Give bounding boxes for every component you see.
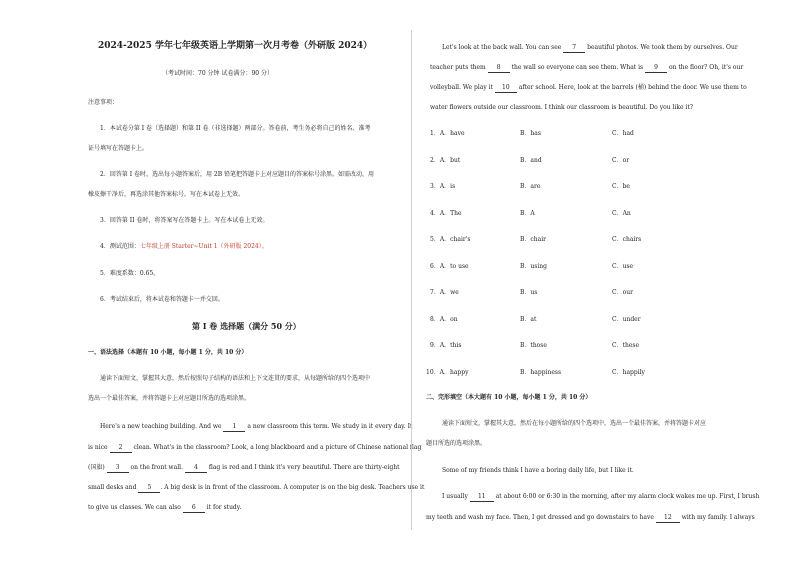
blank-8: 8 <box>488 64 510 73</box>
blank-4: 4 <box>185 464 207 473</box>
option-4a: 4．A．The <box>430 210 462 217</box>
option-7a: 7．A．we <box>430 289 459 296</box>
option-4b: B．A <box>520 210 535 217</box>
blank-7: 7 <box>563 44 585 53</box>
option-3a: 3．A．is <box>430 183 456 190</box>
option-2b: B．and <box>520 157 542 164</box>
option-10a: 10．A．happy <box>426 369 469 376</box>
note-6: 6．考试结束后，将本试卷和答题卡一并交回。 <box>100 296 224 303</box>
option-7b: B．us <box>520 289 538 296</box>
right-page <box>412 0 794 562</box>
part-1-title: 第 I 卷 选择题（满分 50 分） <box>192 321 301 331</box>
option-5b: B．chair <box>520 236 546 243</box>
option-9c: C．these <box>612 342 640 349</box>
note-2-line-2: 橡皮擦干净后，再选涂其他答案标号。写在本试卷上无效。 <box>88 191 245 198</box>
blank-10: 10 <box>495 84 517 93</box>
option-1c: C．had <box>612 130 634 137</box>
passage-line-8: volleyball. We play it 10 after school. Here, look at the barrels (桶) behind the door. We use them to <box>430 84 747 91</box>
passage2-line-2: I usually 11 at about 6:00 or 6:30 in the morning, after my alarm clock wakes me up. First, I brush <box>442 493 760 500</box>
passage-line-3: (国旗) 3 on the front wall. 4 flag is red and I think it's very beautiful. There are thirty-eight <box>88 464 400 471</box>
option-4c: C．An <box>612 210 631 217</box>
passage-line-6: Let's look at the back wall. You can see 7 beautiful photos. We took them by ourselves. Our <box>442 44 738 51</box>
passage-line-4: small desks and 5 . A big desk is in front of the classroom. A computer is on the big desk. Teachers use it <box>88 484 425 491</box>
note-1-line-2: 证号填写在答题卡上。 <box>88 145 149 152</box>
passage-line-1: Here's a new teaching building. And we 1 a new classroom this term. We study in it every day. It <box>100 423 413 430</box>
blank-1: 1 <box>223 423 245 432</box>
blank-2: 2 <box>110 444 132 453</box>
option-1b: B．has <box>520 130 541 137</box>
option-8b: B．at <box>520 316 537 323</box>
notes-heading: 注意事项： <box>88 99 119 106</box>
passage-line-2: is nice 2 clean. What's in the classroom? Look, a long blackboard and a picture of Chinese national flag <box>88 444 422 451</box>
blank-11: 11 <box>470 493 494 502</box>
blank-3: 3 <box>107 464 129 473</box>
note-5: 5．难度系数：0.65。 <box>100 270 160 277</box>
note-1-line-1: 1．本试卷分第 I 卷（选择题）和第 II 卷（非选择题）两部分。答卷前，考生务必将自己的姓名、准考 <box>100 125 371 132</box>
option-3c: C．be <box>612 183 630 190</box>
option-2a: 2．A．but <box>430 157 461 164</box>
option-9a: 9．A．this <box>430 342 462 349</box>
exam-subtitle: （考试时间：70 分钟 试卷满分：90 分） <box>162 70 273 77</box>
passage2-line-3: my teeth and wash my face. Then, I get dressed and go downstairs to have 12 with my family. I always <box>426 514 755 521</box>
exam-title: 2024-2025 学年七年级英语上学期第一次月考卷（外研版 2024） <box>98 41 373 51</box>
note-2-line-1: 2．回答第 I 卷时，选出每小题答案后，用 2B 铅笔把答题卡上对应题目的答案标号涂黑。如需改动，用 <box>100 171 375 178</box>
section-1-instruction-line-1: 通读下面短文，掌握其大意，然后按照句子结构的语法和上下文连贯的要求，从每题所给的四个选项中 <box>100 375 371 382</box>
option-10b: B．happiness <box>520 369 562 376</box>
option-8a: 8．A．on <box>430 316 458 323</box>
section-1-instruction-line-2: 选出一个最佳答案，并将答题卡上对应题目所选的选项涂黑。 <box>88 395 251 402</box>
section-2-title: 二、完形填空（本大题有 10 小题，每小题 1 分，共 10 分） <box>426 394 592 401</box>
passage-line-9: water flowers outside our classroom. I think our classroom is beautiful. Do you like it? <box>430 104 693 111</box>
option-3b: B．are <box>520 183 541 190</box>
section-1-title: 一、语法选择（本题有 10 小题，每小题 1 分，共 10 分） <box>88 349 248 356</box>
option-6b: B．using <box>520 263 547 270</box>
passage-line-7: teacher puts them 8 the wall so everyone can see them. What is 9 on the floor? Oh, it's our <box>430 64 744 71</box>
option-10c: C．happily <box>612 369 645 376</box>
option-2c: C．or <box>612 157 630 164</box>
option-9b: B．those <box>520 342 547 349</box>
blank-6: 6 <box>183 504 205 513</box>
option-7c: C．our <box>612 289 633 296</box>
option-1a: 1．A．have <box>430 130 465 137</box>
option-8c: C．under <box>612 316 641 323</box>
blank-5: 5 <box>138 484 160 493</box>
option-5c: C．chairs <box>612 236 642 243</box>
option-5a: 5．A．chair's <box>430 236 471 243</box>
blank-9: 9 <box>645 64 667 73</box>
note-4: 4．测试范围：七年级上册 Starter~Unit 1（外研版 2024）。 <box>100 243 268 250</box>
blank-12: 12 <box>656 514 680 523</box>
passage-line-5: to give us classes. We can also 6 it for study. <box>88 504 242 511</box>
note-3: 3．回答第 II 卷时，将答案写在答题卡上。写在本试卷上无效。 <box>100 217 269 224</box>
option-6c: C．use <box>612 263 634 270</box>
option-6a: 6．A．to use <box>430 263 469 270</box>
test-range: 七年级上册 Starter~Unit 1（外研版 2024）。 <box>139 243 268 250</box>
section-2-instruction-line-1: 通读下面短文，掌握其大意，然后在每小题所给的四个选项中，选出一个最佳答案，并将答题卡对应 <box>442 420 707 427</box>
section-2-instruction-line-2: 题目所选的选项涂黑。 <box>426 440 487 447</box>
passage2-line-1: Some of my friends think I have a boring daily life, but I like it. <box>442 467 634 474</box>
